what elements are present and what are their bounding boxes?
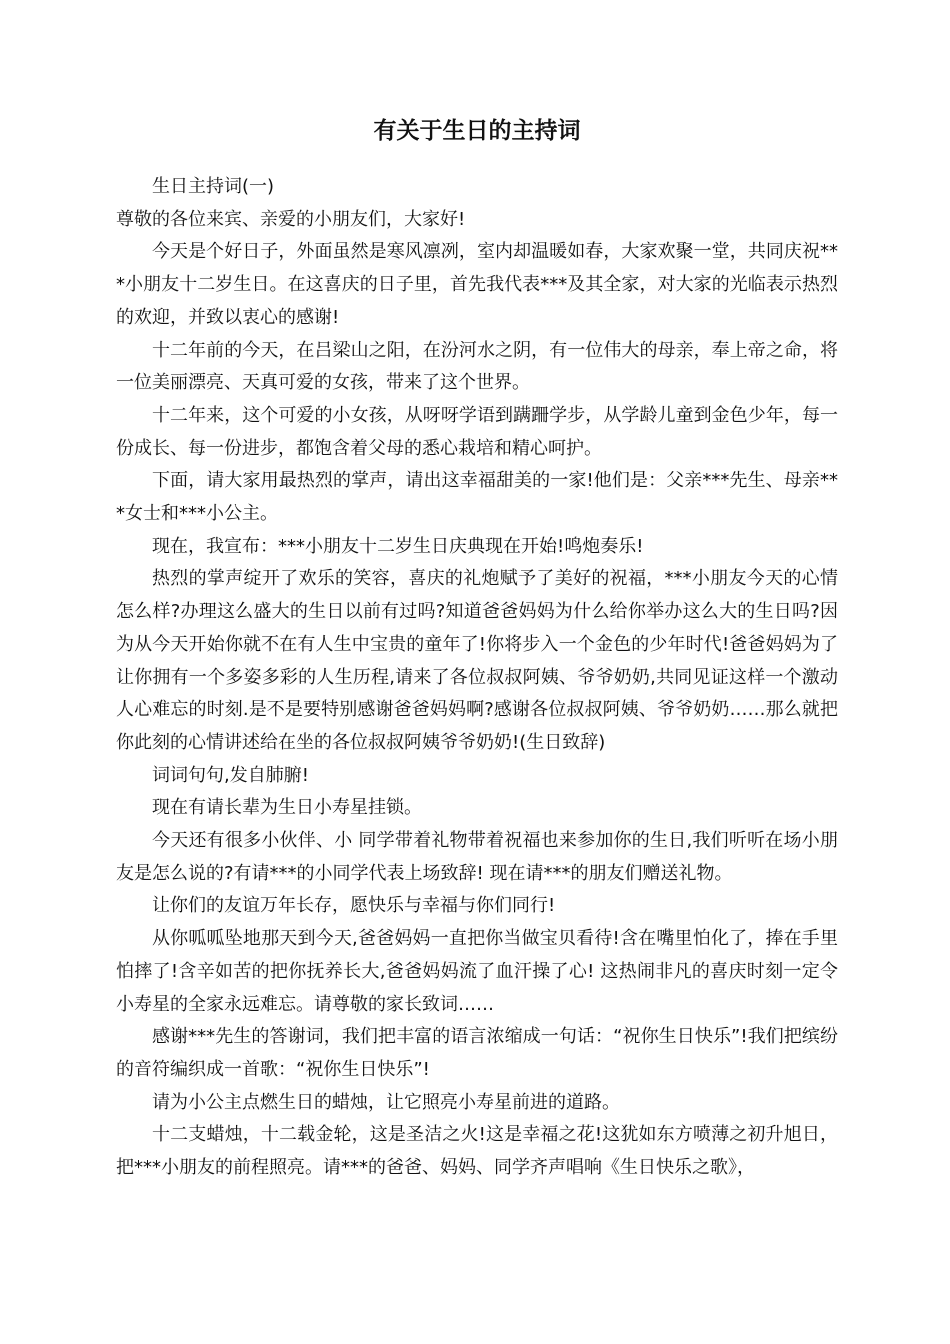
body-paragraph: 今天还有很多小伙伴、小 同学带着礼物带着祝福也来参加你的生日,我们听听在场小朋友是怎么说的?有请***的小同学代表上场致辞! 现在请***的朋友们赠送礼物。: [116, 830, 838, 884]
body-paragraph: 十二年前的今天，在吕梁山之阳，在汾河水之阴，有一位伟大的母亲，奉上帝之命，将一位美丽漂亮、天真可爱的女孩，带来了这个世界。: [116, 339, 838, 394]
body-paragraph: 现在有请长辈为生日小寿星挂锁。: [152, 797, 422, 819]
document-title: 有关于生日的主持词: [373, 118, 581, 144]
document-body: [116, 171, 838, 1185]
body-paragraph: 让你们的友谊万年长存，愿快乐与幸福与你们同行!: [152, 895, 556, 917]
body-paragraph: 请为小公主点燃生日的蜡烛，让它照亮小寿星前进的道路。: [152, 1091, 620, 1113]
body-paragraph: 词词句句,发自肺腑!: [152, 764, 309, 786]
body-paragraph: 十二支蜡烛，十二载金轮，这是圣洁之火!这是幸福之花!这犹如东方喷薄之初升旭日，把***小朋友的前程照亮。请***的爸爸、妈妈、同学齐声唱响《生日快乐之歌》，: [116, 1124, 838, 1179]
body-paragraph: 感谢***先生的答谢词，我们把丰富的语言浓缩成一句话：“祝你生日快乐”!我们把缤纷的音符编织成一首歌：“祝你生日快乐”!: [116, 1026, 838, 1080]
document-page: [116, 115, 838, 1185]
body-paragraph: 今天是个好日子，外面虽然是寒风凛冽，室内却温暖如春，大家欢聚一堂，共同庆祝***小朋友十二岁生日。在这喜庆的日子里，首先我代表***及其全家，对大家的光临表示热烈的欢迎，并致以衷心的感谢!: [116, 241, 838, 328]
body-paragraph: 热烈的掌声绽开了欢乐的笑容，喜庆的礼炮赋予了美好的祝福，***小朋友今天的心情怎么样?办理这么盛大的生日以前有过吗?知道爸爸妈妈为什么给你举办这么大的生日吗?因为从今天开始你就不在有人生中宝贵的童年了!你将步入一个金色的少年时代!爸爸妈妈为了让你拥有一个多姿多彩的人生历程,请来了各位叔叔阿姨、爷爷奶奶,共同见证这样一个激动人心难忘的时刻.是不是要特别感谢爸爸妈妈啊?感谢各位叔叔阿姨、爷爷奶奶……那么就把你此刻的心情讲述给在坐的各位叔叔阿姨爷爷奶奶!(生日致辞): [116, 568, 838, 753]
body-paragraph: 现在，我宣布：***小朋友十二岁生日庆典现在开始!鸣炮奏乐!: [152, 535, 644, 557]
body-paragraph: 十二年来，这个可爱的小女孩，从呀呀学语到蹒跚学步，从学龄儿童到金色少年，每一份成长、每一份进步，都饱含着父母的悉心栽培和精心呵护。: [116, 404, 838, 459]
body-paragraph: 下面，请大家用最热烈的掌声，请出这幸福甜美的一家!他们是：父亲***先生、母亲***女士和***小公主。: [116, 470, 838, 525]
greeting-paragraph: 尊敬的各位来宾、亲爱的小朋友们，大家好!: [116, 208, 466, 230]
subheading-paragraph: 生日主持词(一): [152, 176, 275, 197]
body-paragraph: 从你呱呱坠地那天到今天,爸爸妈妈一直把你当做宝贝看待!含在嘴里怕化了，捧在手里怕摔了!含辛如苦的把你抚养长大,爸爸妈妈流了血汗操了心! 这热闹非凡的喜庆时刻一定令小寿星的全家永远难忘。请尊敬的家长致词……: [116, 928, 838, 1015]
